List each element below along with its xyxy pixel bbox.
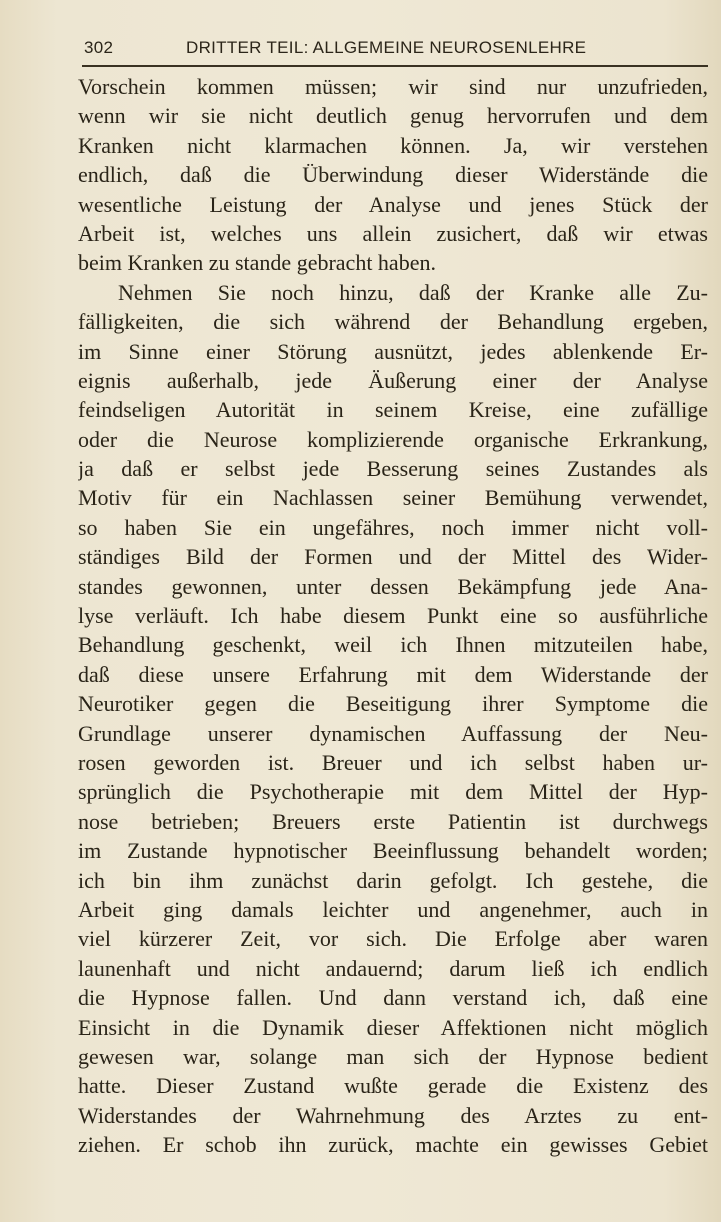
text-line: im Sinne einer Störung ausnützt, jedes ablenkende Er- (78, 338, 708, 364)
text-line: sprünglich die Psychotherapie mit dem Mittel der Hyp- (78, 779, 708, 805)
text-line: im Zustande hypnotischer Beeinflussung behandelt worden; (78, 838, 708, 864)
text-line: wenn wir sie nicht deutlich genug hervorrufen und dem (78, 103, 708, 129)
text-line: Motiv für ein Nachlassen seiner Bemühung verwendet, (78, 485, 708, 511)
text-line: nose betrieben; Breuers erste Patientin ist durchwegs (78, 808, 708, 834)
text-line: Arbeit ist, welches uns allein zusichert, daß wir etwas (78, 220, 708, 246)
text-line: Einsicht in die Dynamik dieser Affektionen nicht möglich (78, 1014, 708, 1040)
page-header (84, 38, 706, 68)
text-line: wesentliche Leistung der Analyse und jenes Stück der (78, 191, 708, 217)
text-line: eignis außerhalb, jede Äußerung einer der Analyse (78, 367, 708, 393)
text-line: launenhaft und nicht andauernd; darum ließ ich endlich (78, 955, 708, 981)
paragraph (78, 278, 708, 1160)
text-line: endlich, daß die Überwindung dieser Widerstände die (78, 162, 708, 188)
text-line: daß diese unsere Erfahrung mit dem Widerstande der (78, 661, 708, 687)
body-text (78, 72, 708, 1159)
text-line: Widerstandes der Wahrnehmung des Arztes zu ent- (78, 1102, 708, 1128)
text-line: feindseligen Autorität in seinem Kreise, eine zufällige (78, 397, 708, 423)
header-rule (82, 65, 708, 67)
text-line: Behandlung geschenkt, weil ich Ihnen mitzuteilen habe, (78, 632, 708, 658)
text-line: die Hypnose fallen. Und dann verstand ich, daß eine (78, 985, 708, 1011)
text-line: fälligkeiten, die sich während der Behandlung ergeben, (78, 309, 708, 335)
text-line: Vorschein kommen müssen; wir sind nur unzufrieden, (78, 74, 708, 99)
text-line: rosen geworden ist. Breuer und ich selbst haben ur- (78, 749, 708, 775)
text-line: ich bin ihm zunächst darin gefolgt. Ich gestehe, die (78, 867, 708, 893)
text-line: Grundlage unserer dynamischen Auffassung der Neu- (78, 720, 708, 746)
page-number: 302 (84, 38, 114, 57)
text-line: ziehen. Er schob ihn zurück, machte ein gewisses Gebiet (78, 1132, 708, 1158)
text-line: oder die Neurose komplizierende organische Erkrankung, (78, 426, 708, 452)
text-line: Arbeit ging damals leichter und angenehmer, auch in (78, 896, 708, 922)
paragraph (78, 72, 708, 278)
text-line: standes gewonnen, unter dessen Bekämpfung jede Ana- (78, 573, 708, 599)
text-line: Kranken nicht klarmachen können. Ja, wir verstehen (78, 132, 708, 158)
text-line: hatte. Dieser Zustand wußte gerade die Existenz des (78, 1073, 708, 1099)
text-line: viel kürzerer Zeit, vor sich. Die Erfolge aber waren (78, 926, 708, 952)
text-line: so haben Sie ein ungefähres, noch immer nicht voll- (78, 514, 708, 540)
text-line: Neurotiker gegen die Beseitigung ihrer Symptome die (78, 691, 708, 717)
text-line: ständiges Bild der Formen und der Mittel des Wider- (78, 544, 708, 570)
text-line: beim Kranken zu stande gebracht haben. (78, 250, 436, 276)
text-line: gewesen war, solange man sich der Hypnose bedient (78, 1043, 708, 1069)
text-line: ja daß er selbst jede Besserung seines Zustandes als (78, 456, 708, 482)
text-line: Nehmen Sie noch hinzu, daß der Kranke alle Zu- (118, 279, 708, 305)
running-head: DRITTER TEIL: ALLGEMEINE NEUROSENLEHRE (186, 38, 587, 57)
text-line: lyse verläuft. Ich habe diesem Punkt eine so ausführliche (78, 603, 708, 629)
